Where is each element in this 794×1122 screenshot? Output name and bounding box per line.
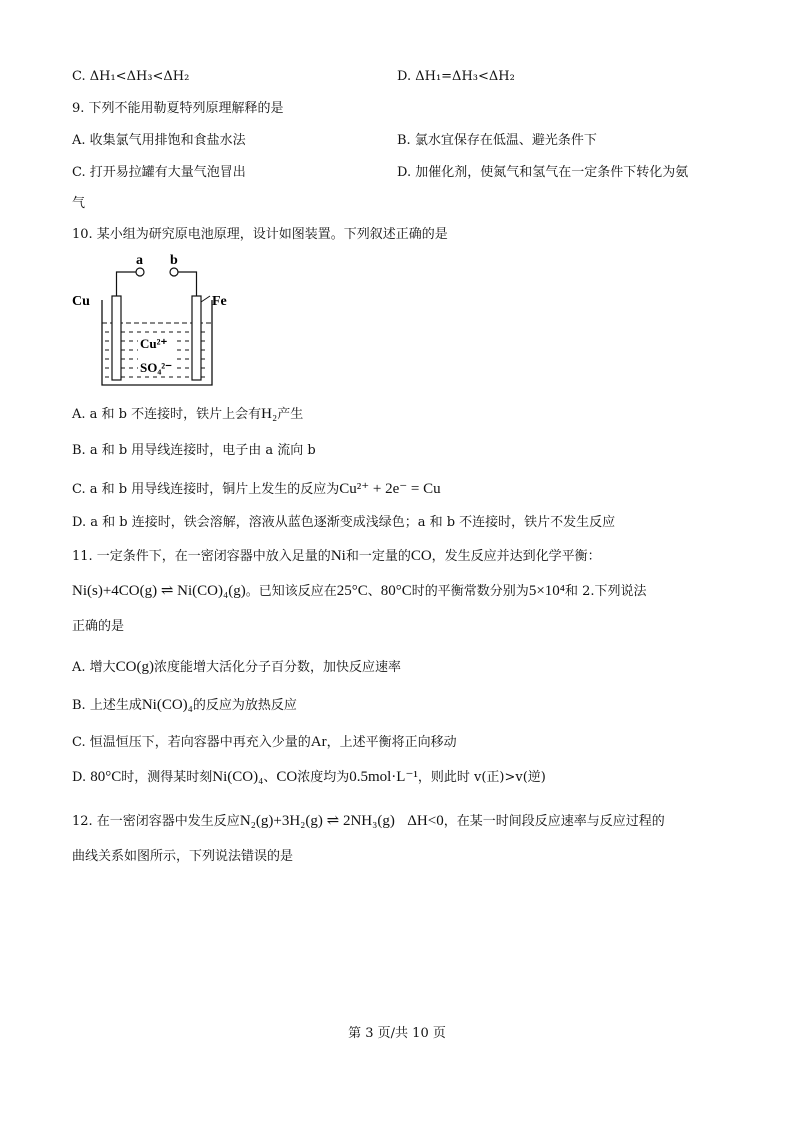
q11-temp-80: 80°C: [380, 583, 412, 599]
q9-option-d-wrap: 气: [72, 196, 86, 211]
q11-d-temp: 80°C: [90, 769, 122, 785]
q10-stem: 10. 某小组为研究原电池原理，设计如图装置。下列叙述正确的是: [72, 227, 448, 242]
label-sulfate-ion: SO₄²⁻: [140, 360, 172, 375]
label-b: b: [170, 253, 178, 268]
q11-a-post: 浓度能增大活化分子百分数，加快反应速率: [153, 660, 401, 675]
cu-electrode: [112, 296, 121, 380]
q11-d-formula2: CO: [276, 769, 298, 785]
page-footer: 第 3 页/共 10 页: [348, 1026, 446, 1041]
q11-equation: Ni(s)+4CO(g) ⇌ Ni(CO)₄(g): [72, 583, 246, 599]
q11-sep: 、: [367, 584, 381, 599]
q11-b-formula: Ni(CO)₄: [141, 697, 193, 713]
q11-d-conc: 0.5mol·L⁻¹: [349, 769, 418, 785]
q11-c-formula: Ar: [310, 734, 327, 750]
q11-a-formula: CO(g): [115, 659, 154, 675]
q10-c-formula: Cu²⁺ + 2e⁻ = Cu: [339, 481, 441, 497]
q11-d-d: ，则此时 v(正)>v(逆): [417, 770, 546, 785]
fe-leader: [201, 296, 210, 302]
wire-b: [178, 272, 197, 296]
q8-option-c: C. ΔH₁<ΔH₃<ΔH₂: [72, 69, 190, 84]
q12-dh: ΔH<0: [407, 813, 444, 829]
q11-option-d: [72, 768, 546, 787]
q11-c-pre: C. 恒温恒压下，若向容器中再充入少量的: [72, 735, 311, 750]
q10-a-text-end: 产生: [277, 407, 304, 422]
q9-option-b: B. 氯水宜保存在低温、避光条件下: [397, 133, 597, 148]
q8-option-d: D. ΔH₁=ΔH₃<ΔH₂: [397, 69, 515, 84]
q10-option-a: [72, 405, 303, 424]
q11-stem: [72, 547, 601, 566]
q9-option-d: D. 加催化剂，使氮气和氢气在一定条件下转化为氨: [397, 165, 689, 180]
label-a: a: [136, 253, 143, 268]
q11-b-pre: B. 上述生成: [72, 698, 142, 713]
label-cu: Cu: [72, 294, 90, 309]
wire-a: [117, 272, 137, 296]
q11-a-pre: A. 增大: [72, 660, 116, 675]
q11-c-post: ，上述平衡将正向移动: [326, 735, 457, 750]
q11-stem-text: 11. 一定条件下，在一密闭容器中放入足量的: [72, 549, 331, 564]
terminal-b: [170, 268, 178, 276]
q12-stem: [72, 812, 665, 831]
q11-stem-end: ，发生反应并达到化学平衡：: [431, 549, 601, 564]
q11-co: CO: [410, 548, 432, 564]
q11-d-c: 浓度均为: [297, 770, 350, 785]
q10-option-b: B. a 和 b 用导线连接时，电子由 a 流向 b: [72, 443, 316, 458]
terminal-a: [136, 268, 144, 276]
q11-temp-25: 25°C: [336, 583, 368, 599]
q11-option-c: [72, 733, 457, 752]
q11-option-a: [72, 658, 401, 677]
q11-k1: 5×10⁴: [528, 583, 566, 599]
q11-equation-line: [72, 582, 647, 601]
q12-stem-pre: 12. 在一密闭容器中发生反应: [72, 814, 240, 829]
q11-line3: 正确的是: [72, 619, 125, 634]
q11-line2-c: 和 2.下列说法: [565, 584, 647, 599]
q11-d-a: 时，测得某时刻: [121, 770, 213, 785]
q11-option-b: [72, 696, 297, 715]
label-cu-ion: Cu²⁺: [140, 336, 168, 351]
q11-stem-mid: 和一定量的: [345, 549, 411, 564]
q10-option-c: [72, 480, 441, 499]
q10-option-d: D. a 和 b 连接时，铁会溶解，溶液从蓝色逐渐变成浅绿色；a 和 b 不连接时，铁片不发生反应: [72, 515, 616, 530]
q11-line2-a: 。已知该反应在: [245, 584, 337, 599]
q11-b-post: 的反应为放热反应: [192, 698, 297, 713]
q10-a-formula: H₂: [261, 406, 278, 422]
q10-a-text: A. a 和 b 不连接时，铁片上会有: [72, 407, 262, 422]
fe-electrode: [192, 296, 201, 380]
q12-line2: 曲线关系如图所示，下列说法错误的是: [72, 849, 294, 864]
q11-d-formula1: Ni(CO)₄: [212, 769, 264, 785]
q12-stem-post: ，在某一时间段反应速率与反应过程的: [443, 814, 665, 829]
q11-ni: Ni: [330, 548, 346, 564]
q11-d-b: 、: [263, 770, 277, 785]
q11-line2-b: 时的平衡常数分别为: [411, 584, 529, 599]
q9-option-c: C. 打开易拉罐有大量气泡冒出: [72, 165, 246, 180]
q12-equation: N₂(g)+3H₂(g) ⇌ 2NH₃(g): [239, 813, 395, 829]
q11-d-pre: D.: [72, 770, 87, 785]
label-fe: Fe: [212, 294, 227, 309]
q9-stem: 9. 下列不能用勒夏特列原理解释的是: [72, 101, 284, 116]
galvanic-cell-diagram: [72, 250, 252, 390]
q9-option-a: A. 收集氯气用排饱和食盐水法: [72, 133, 246, 148]
q10-c-text: C. a 和 b 用导线连接时，铜片上发生的反应为: [72, 482, 340, 497]
